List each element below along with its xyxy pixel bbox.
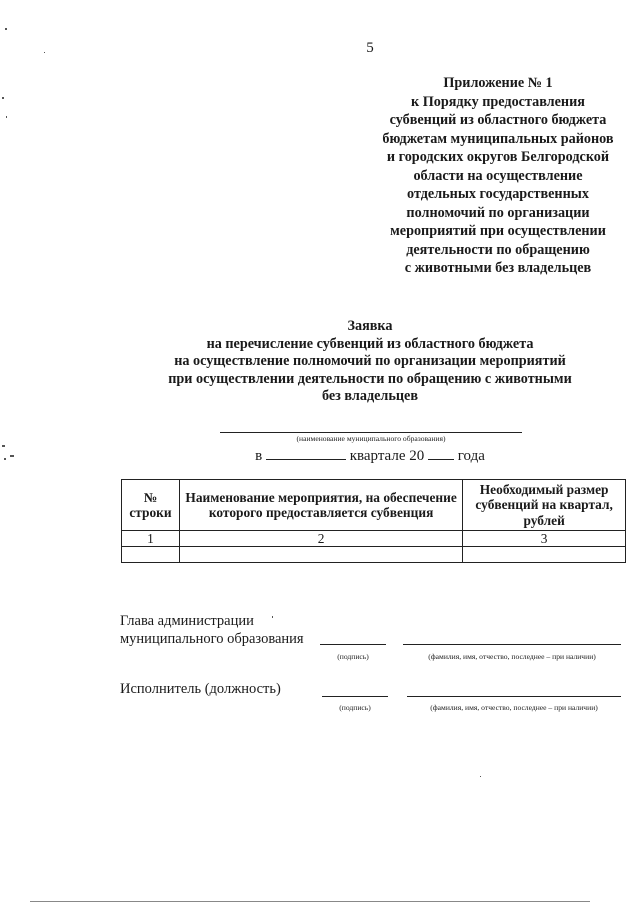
- head-name-caption: (фамилия, имя, отчество, последнее – при наличии): [428, 652, 596, 661]
- table-cell[interactable]: [179, 547, 462, 563]
- header-activity-name: Наименование мероприятия, на обеспечение которого предоставляется субвенция: [179, 480, 462, 531]
- municipality-underline[interactable]: [220, 432, 522, 433]
- request-title-line: без владельцев: [321, 388, 419, 405]
- quarter-prefix: в: [255, 448, 263, 464]
- table-column-numbers-row: [122, 531, 626, 547]
- column-number: 1: [122, 531, 180, 547]
- appendix-line: отдельных государственных: [407, 186, 589, 202]
- appendix-line: полномочий по организации: [406, 204, 590, 221]
- appendix-line: к Порядку предоставления: [411, 93, 585, 110]
- subsidy-table: [121, 479, 626, 563]
- scan-speck: [44, 52, 45, 53]
- quarter-line: [200, 446, 540, 465]
- scan-speck: [272, 616, 273, 618]
- year-blank[interactable]: [428, 446, 454, 460]
- appendix-line: субвенций из областного бюджета: [389, 112, 607, 128]
- scan-speck: [6, 116, 7, 118]
- executor-label: Исполнитель (должность): [120, 681, 281, 697]
- head-signature-caption: (подпись): [337, 652, 369, 661]
- scan-bottom-edge: [30, 901, 590, 902]
- appendix-line: Приложение № 1: [443, 75, 553, 91]
- executor-signature-line[interactable]: [322, 696, 388, 697]
- table-cell[interactable]: [122, 547, 180, 563]
- header-row-number: № строки: [122, 480, 180, 531]
- municipality-caption: (наименование муниципального образования): [296, 434, 446, 443]
- scan-speck: [5, 28, 7, 30]
- appendix-line: деятельности по обращению: [406, 241, 590, 258]
- request-title-line: Заявка: [347, 318, 393, 334]
- request-title-line: на осуществление полномочий по организации мероприятий: [174, 353, 566, 370]
- appendix-header: [360, 74, 636, 278]
- head-label-line2: муниципального образования: [120, 630, 304, 647]
- head-label-line1: Глава администрации: [120, 613, 254, 629]
- column-number: 3: [463, 531, 626, 547]
- table-header-row: [122, 480, 626, 531]
- appendix-line: мероприятий при осуществлении: [390, 223, 606, 239]
- scan-speck: [2, 97, 4, 99]
- appendix-line: области на осуществление: [413, 167, 583, 184]
- executor-signature-caption: (подпись): [339, 703, 371, 712]
- head-signature-line[interactable]: [320, 644, 386, 645]
- appendix-line: с животными без владельцев: [404, 260, 592, 276]
- scan-speck: [10, 455, 14, 457]
- executor-name-line[interactable]: [407, 696, 621, 697]
- quarter-blank[interactable]: [266, 446, 346, 460]
- head-label: [120, 613, 304, 648]
- request-title-line: на перечисление субвенций из областного бюджета: [206, 335, 534, 352]
- request-title-line: при осуществлении деятельности по обращению с животными: [168, 370, 572, 387]
- table-cell[interactable]: [463, 547, 626, 563]
- appendix-line: и городских округов Белгородской: [386, 149, 610, 165]
- header-subsidy-amount: Необходимый размер субвенций на квартал, рублей: [463, 480, 626, 531]
- scan-speck: [2, 445, 5, 447]
- scan-speck: [480, 776, 481, 777]
- quarter-suffix: года: [457, 448, 485, 464]
- appendix-line: бюджетам муниципальных районов: [382, 130, 614, 147]
- head-name-line[interactable]: [403, 644, 621, 645]
- executor-name-caption: (фамилия, имя, отчество, последнее – при наличии): [430, 703, 598, 712]
- request-title: [120, 318, 620, 406]
- scan-speck: [4, 458, 6, 460]
- column-number: 2: [179, 531, 462, 547]
- page-number: 5: [366, 40, 374, 56]
- quarter-middle: квартале 20: [349, 448, 425, 464]
- table-row: [122, 547, 626, 563]
